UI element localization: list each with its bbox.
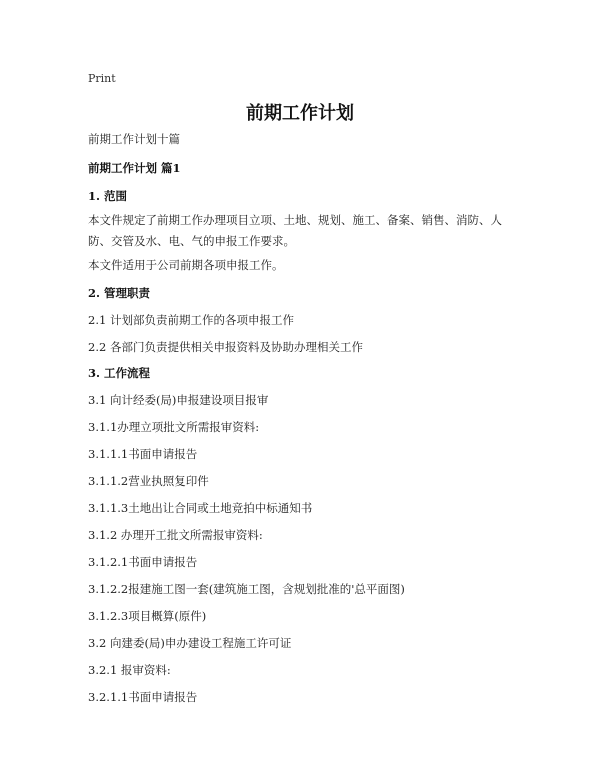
section-heading-responsibilities: 2. 管理职责 <box>88 286 151 300</box>
section-heading-scope: 1. 范围 <box>88 189 128 203</box>
workflow-item: 3.1.1办理立项批文所需报审资料: <box>88 420 260 434</box>
workflow-item: 3.2.1.1书面申请报告 <box>88 690 198 704</box>
workflow-item: 3.1.2.2报建施工图一套(建筑施工图，含规划批准的'总平面图) <box>88 582 405 596</box>
scope-paragraph: 本文件规定了前期工作办理项目立项、土地、规划、施工、备案、销售、消防、人防、交管及水、电、气的申报工作要求。 <box>88 213 502 248</box>
scope-applicability: 本文件适用于公司前期各项申报工作。 <box>88 258 284 272</box>
workflow-item: 3.2 向建委(局)申办建设工程施工许可证 <box>88 636 292 650</box>
workflow-item: 3.1.2 办理开工批文所需报审资料: <box>88 528 263 542</box>
workflow-item: 3.1.1.3土地出让合同或土地竞拍中标通知书 <box>88 501 313 515</box>
workflow-item: 3.1.2.1书面申请报告 <box>88 555 198 569</box>
responsibility-item: 2.2 各部门负责提供相关申报资料及协助办理相关工作 <box>88 340 363 354</box>
workflow-item: 3.1.1.2营业执照复印件 <box>88 474 209 488</box>
workflow-item: 3.1.2.3项目概算(原件) <box>88 609 207 623</box>
section-heading-workflow: 3. 工作流程 <box>88 366 151 380</box>
workflow-item: 3.1.1.1书面申请报告 <box>88 447 198 461</box>
workflow-item: 3.2.1 报审资料: <box>88 663 171 677</box>
workflow-item: 3.1 向计经委(局)申报建设项目报审 <box>88 393 269 407</box>
document-title: 前期工作计划 <box>246 103 354 124</box>
document-subtitle: 前期工作计划十篇 <box>88 132 180 146</box>
print-label[interactable]: Print <box>88 72 116 85</box>
responsibility-item: 2.1 计划部负责前期工作的各项申报工作 <box>88 313 294 327</box>
article-heading: 前期工作计划 篇1 <box>88 161 181 175</box>
